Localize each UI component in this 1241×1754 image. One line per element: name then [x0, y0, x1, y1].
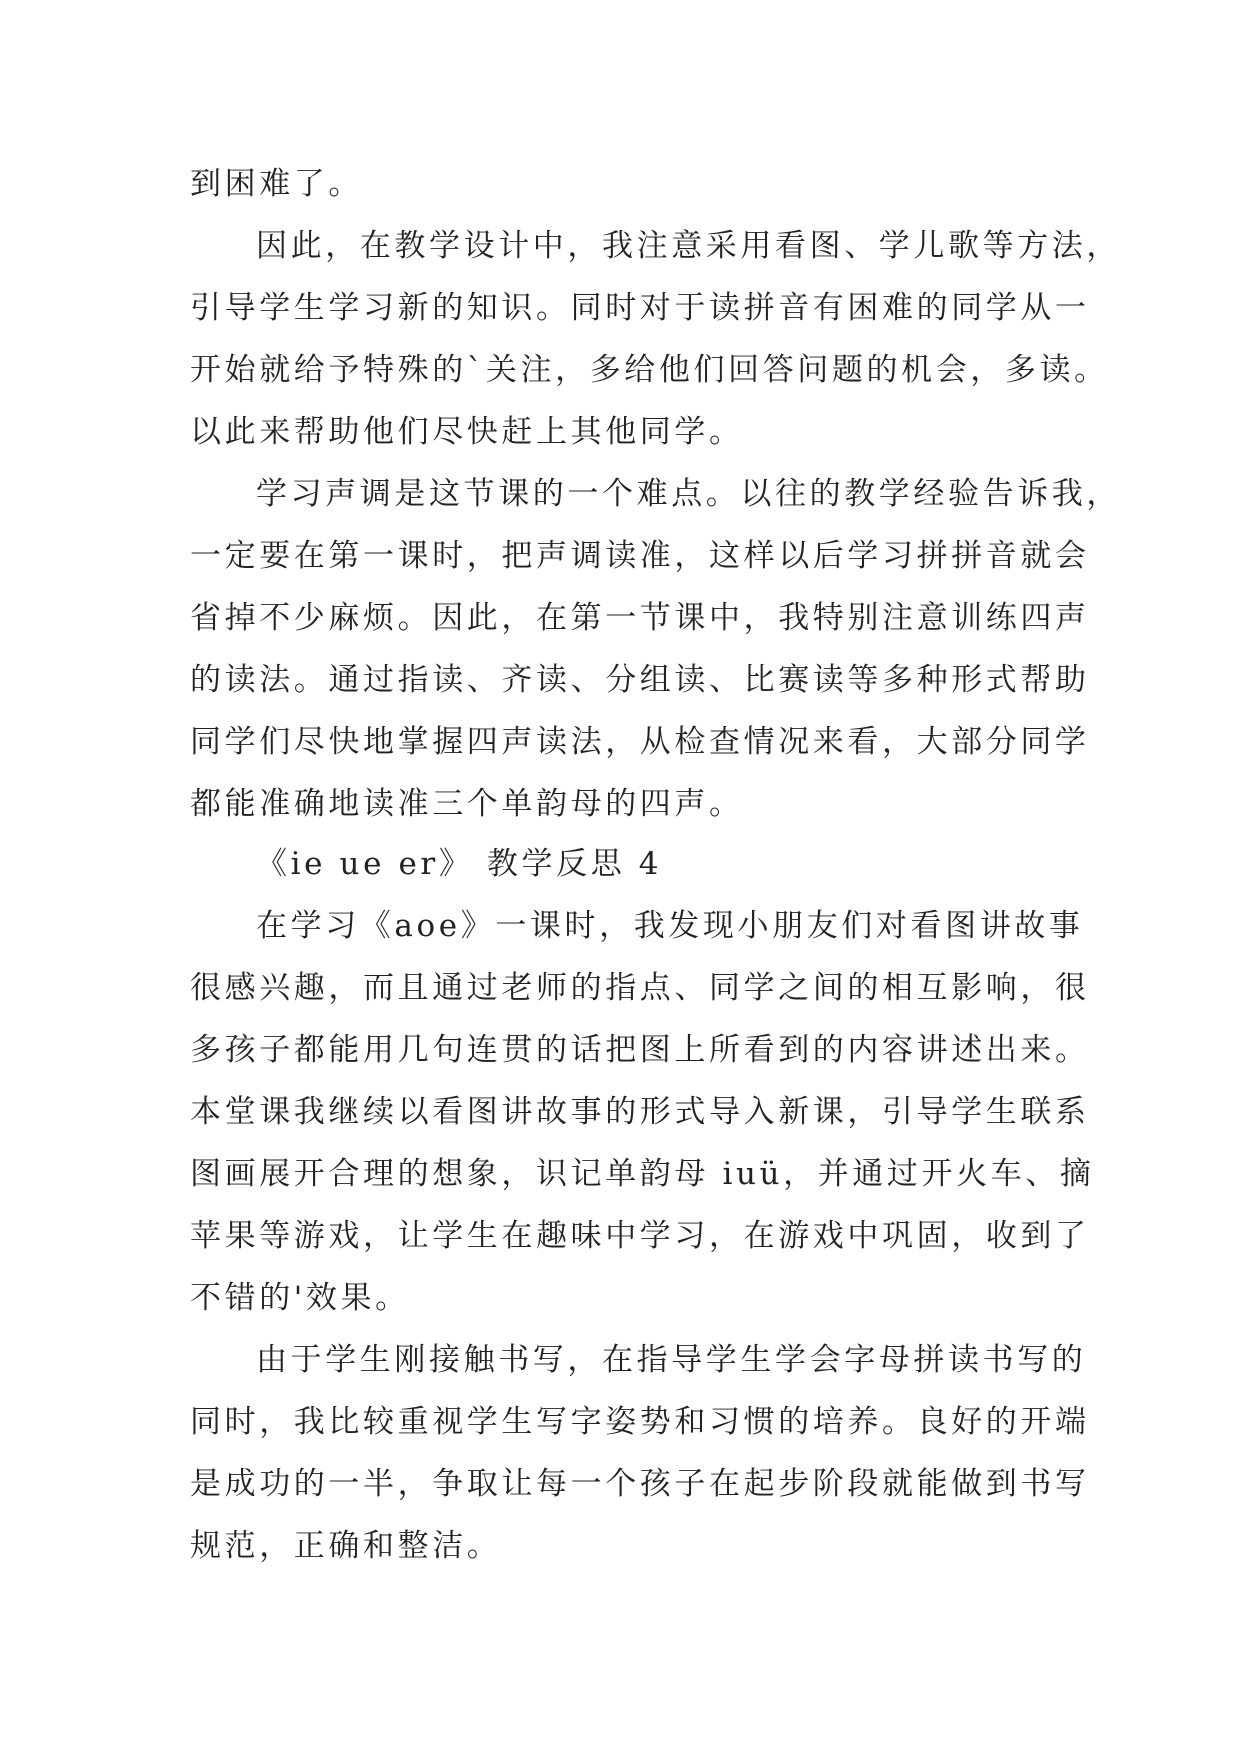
paragraph-line: 到困难了。 — [190, 166, 363, 202]
paragraph-line: 都能准确地读准三个单韵母的四声。 — [190, 786, 744, 822]
paragraph-line: 不错的'效果。 — [190, 1280, 410, 1316]
paragraph-line: 规范，正确和整洁。 — [190, 1528, 502, 1564]
paragraph-line: 以此来帮助他们尽快赶上其他同学。 — [190, 414, 744, 450]
document-body-top — [190, 153, 1121, 835]
paragraph-line: 省掉不少麻烦。因此，在第一节课中，我特别注意训练四声 — [190, 600, 1090, 636]
paragraph-line: 引导学生学习新的知识。同时对于读拼音有困难的同学从一 — [190, 290, 1090, 326]
paragraph-line: 学习声调是这节课的一个难点。以往的教学经验告诉我， — [256, 476, 1121, 512]
paragraph-line: 本堂课我继续以看图讲故事的形式导入新课，引导学生联系 — [190, 1094, 1090, 1130]
document-body-bottom — [190, 833, 1095, 1577]
paragraph-line: 多孩子都能用几句连贯的话把图上所看到的内容讲述出来。 — [190, 1032, 1090, 1068]
paragraph-line: 在学习《aoe》一课时，我发现小朋友们对看图讲故事 — [256, 908, 1084, 944]
paragraph-line: 的读法。通过指读、齐读、分组读、比赛读等多种形式帮助 — [190, 662, 1090, 698]
paragraph-line: 开始就给予特殊的`关注，多给他们回答问题的机会，多读。 — [190, 352, 1109, 388]
paragraph-line: 是成功的一半，争取让每一个孩子在起步阶段就能做到书写 — [190, 1466, 1090, 1502]
section-heading: 《ie ue er》 教学反思 4 — [256, 846, 663, 882]
paragraph-line: 同学们尽快地掌握四声读法，从检查情况来看，大部分同学 — [190, 724, 1090, 760]
paragraph-line: 苹果等游戏，让学生在趣味中学习，在游戏中巩固，收到了 — [190, 1218, 1090, 1254]
paragraph-line: 一定要在第一课时，把声调读准，这样以后学习拼拼音就会 — [190, 538, 1090, 574]
paragraph-line: 图画展开合理的想象，识记单韵母 iuü，并通过开火车、摘 — [190, 1156, 1095, 1192]
paragraph-line: 同时，我比较重视学生写字姿势和习惯的培养。良好的开端 — [190, 1404, 1090, 1440]
paragraph-line: 因此，在教学设计中，我注意采用看图、学儿歌等方法， — [256, 228, 1121, 264]
paragraph-line: 很感兴趣，而且通过老师的指点、同学之间的相互影响，很 — [190, 970, 1090, 1006]
paragraph-line: 由于学生刚接触书写，在指导学生学会字母拼读书写的 — [256, 1342, 1087, 1378]
